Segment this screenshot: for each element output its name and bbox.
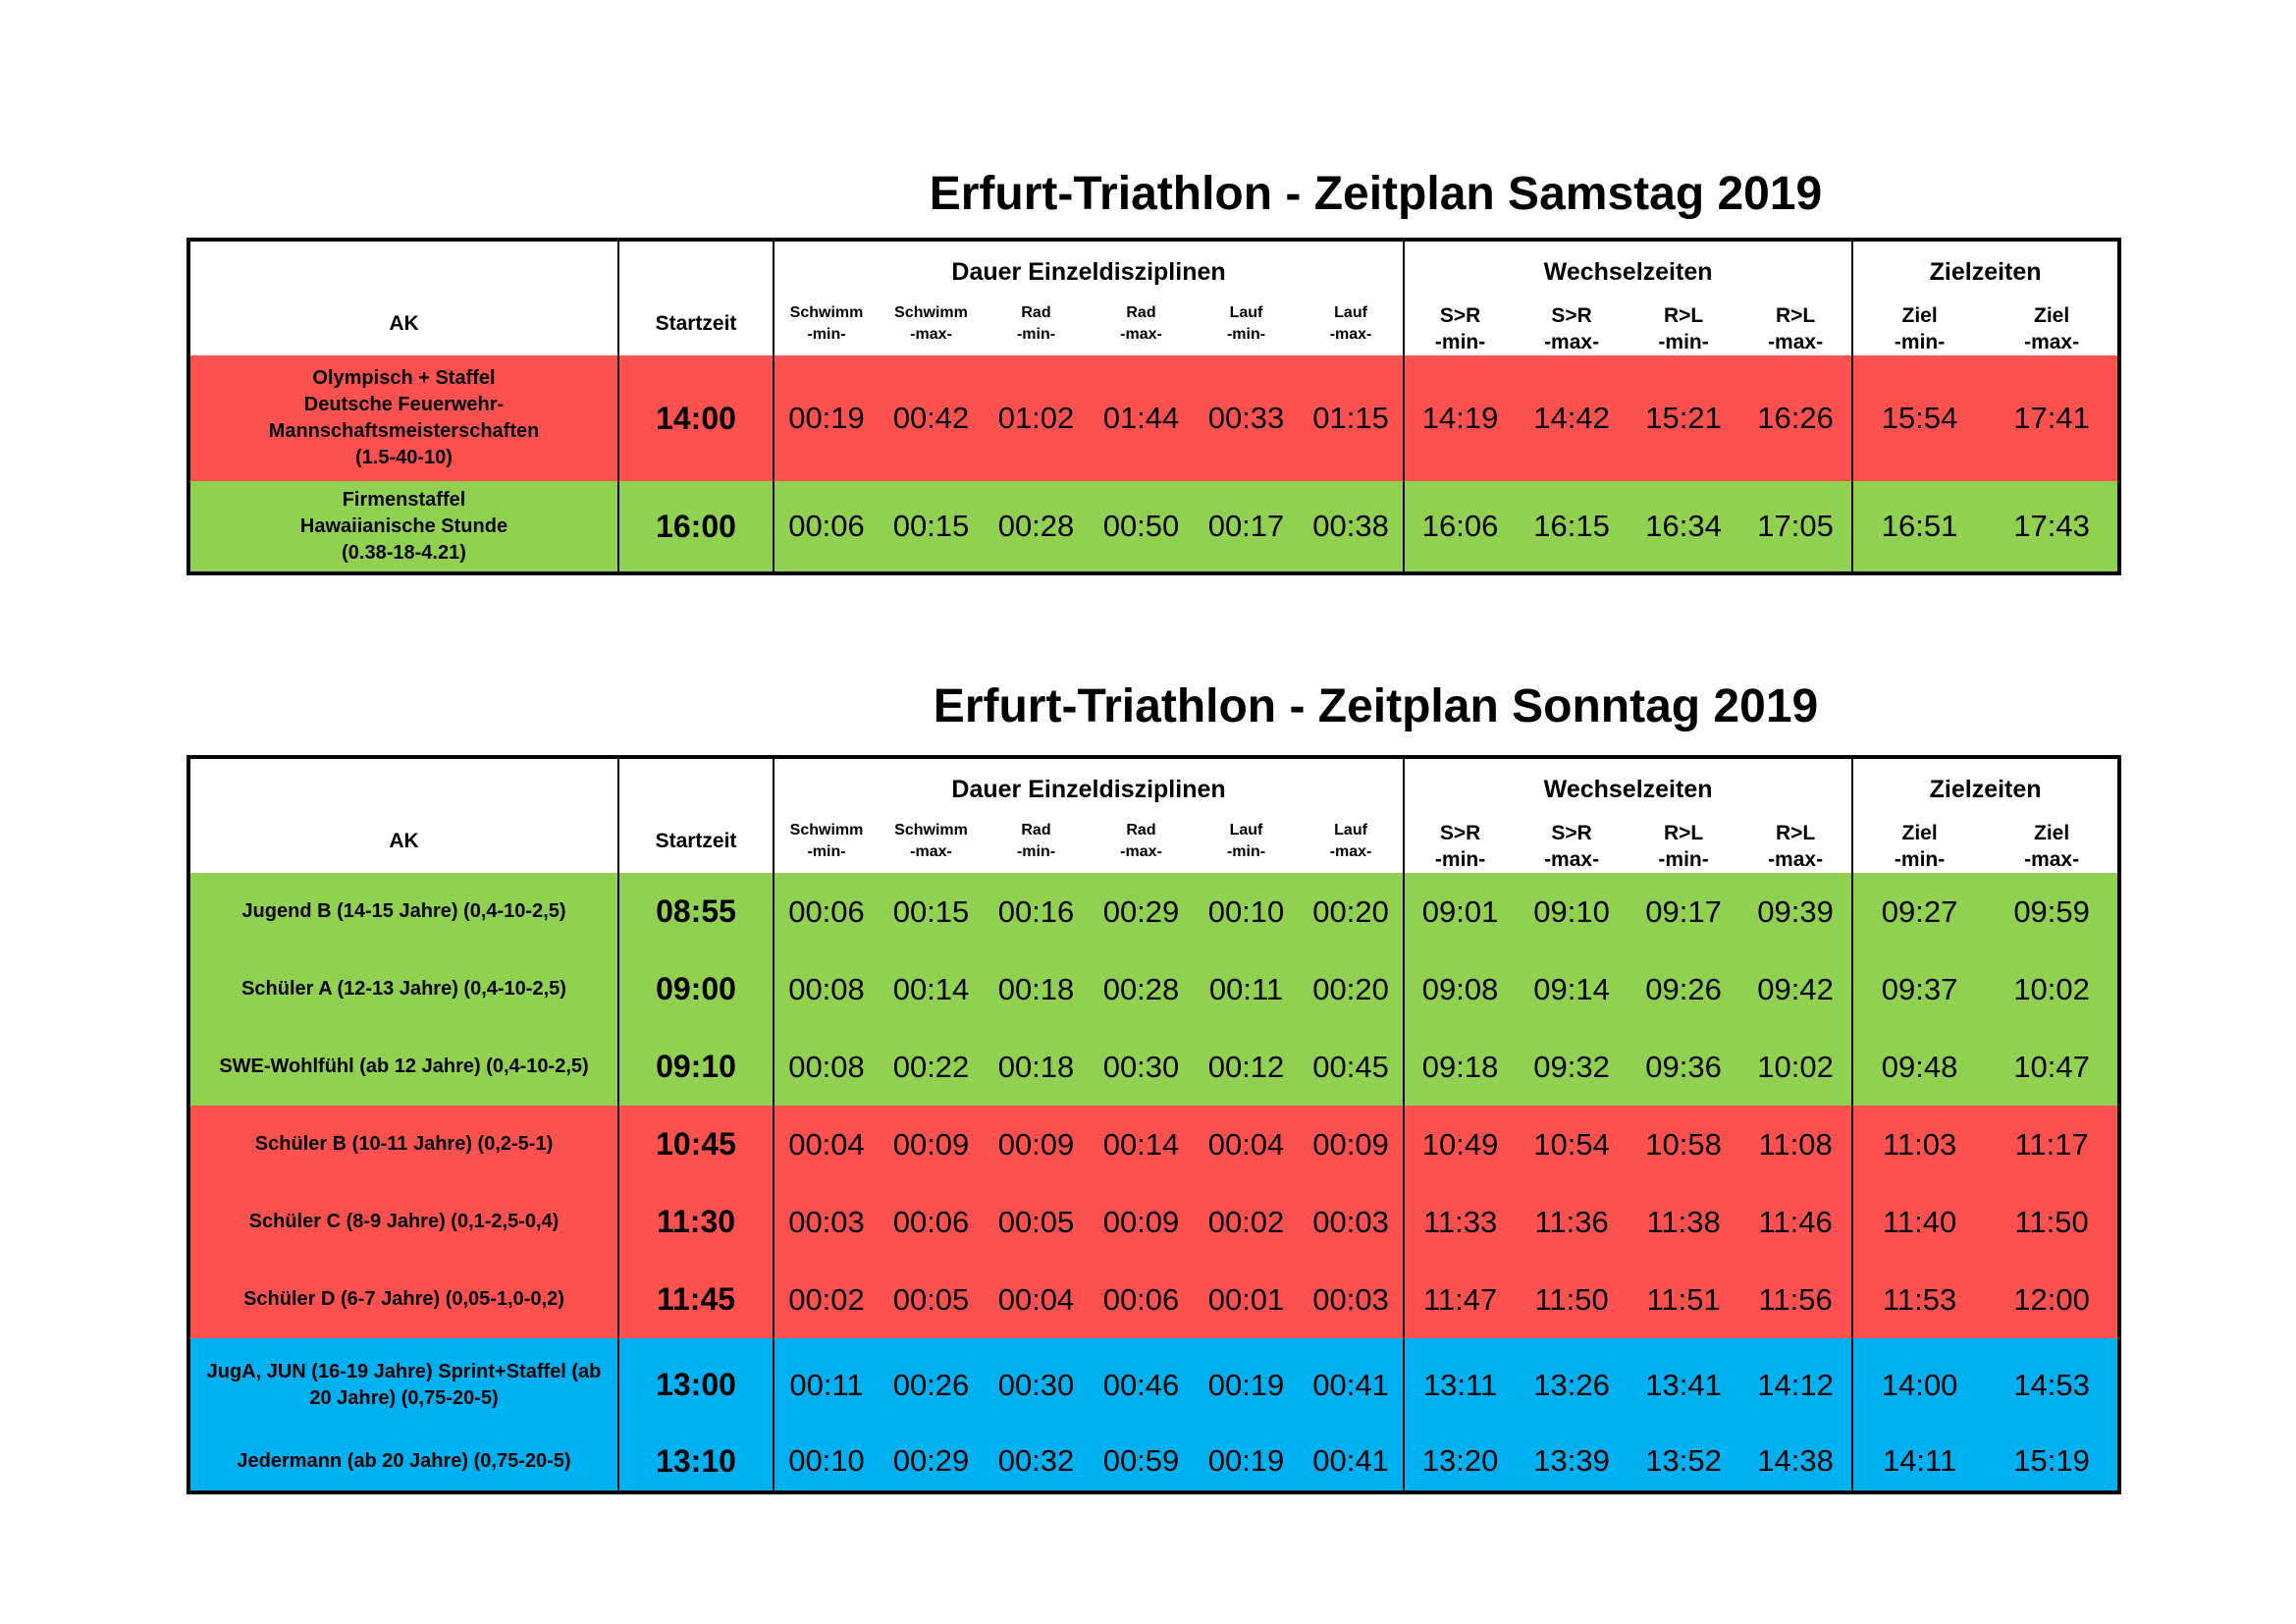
schedule-row (188, 1028, 2119, 1106)
time-cell: 00:18 (997, 971, 1075, 1006)
subcolumn-header (879, 302, 984, 355)
subcolumn-header (984, 302, 1089, 355)
ak-cell (188, 481, 618, 573)
time-cell: 16:06 (1421, 509, 1499, 543)
time-cell: 00:45 (1299, 1028, 1404, 1106)
ak-line: Deutsche Feuerwehr- (303, 394, 505, 415)
time-cell: 00:10 (788, 1443, 865, 1478)
time-cell: 00:46 (1102, 1367, 1180, 1402)
time-cell: 00:17 (1207, 509, 1285, 543)
ak-line: Jedermann (ab 20 Jahre) (0,75-20-5) (237, 1449, 571, 1472)
time-cell: 00:41 (1299, 1432, 1404, 1492)
start-time-cell: 10:45 (618, 1106, 774, 1183)
subcolumn-header-top: Rad (1126, 822, 1156, 839)
schedule-row (188, 355, 2119, 481)
time-cell: 00:26 (892, 1367, 970, 1402)
schedule-row (188, 1106, 2119, 1183)
subcolumn-header-bottom: -max- (1768, 331, 1824, 353)
time-cell: 13:26 (1533, 1367, 1610, 1402)
time-cell: 00:12 (1207, 1049, 1285, 1084)
start-time-cell: 11:30 (618, 1183, 774, 1261)
schedule-row (188, 1432, 2119, 1492)
time-cell: 00:09 (1299, 1106, 1404, 1183)
time-cell: 11:50 (2014, 1204, 2089, 1239)
ak-line: Schüler A (12-13 Jahre) (0,4-10-2,5) (241, 978, 566, 1000)
time-cell: 13:20 (1421, 1443, 1499, 1478)
startzeit-header: Startzeit (618, 757, 774, 873)
ak-cell (188, 950, 618, 1028)
time-cell: 12:00 (2013, 1281, 2090, 1317)
time-cell: 16:15 (1533, 509, 1610, 543)
time-cell: 15:19 (2013, 1443, 2090, 1478)
time-cell: 17:41 (2013, 401, 2090, 435)
time-cell: 00:30 (1102, 1049, 1180, 1084)
start-time-cell: 16:00 (618, 481, 774, 573)
time-cell: 00:06 (892, 1204, 970, 1239)
subcolumn-header-bottom: -min- (1434, 848, 1486, 871)
time-cell: 13:11 (1422, 1367, 1498, 1402)
subcolumn-header-bottom: -max- (1544, 848, 1600, 871)
schedule-row (188, 1183, 2119, 1261)
subcolumn-header-top: S>R (1439, 304, 1481, 327)
time-cell: 00:04 (997, 1281, 1075, 1317)
time-cell: 00:18 (997, 1049, 1075, 1084)
subcolumn-header-top: R>L (1775, 304, 1816, 327)
time-cell: 00:03 (1299, 1183, 1404, 1261)
ak-line: SWE-Wohlfühl (ab 12 Jahre) (0,4-10-2,5) (219, 1056, 589, 1077)
subcolumn-header (1404, 302, 1516, 355)
time-cell: 00:42 (892, 401, 970, 435)
subcolumn-header-top: Ziel (2034, 822, 2070, 844)
time-cell: 13:39 (1533, 1443, 1610, 1478)
time-cell: 00:03 (1299, 1261, 1404, 1338)
subcolumn-header-bottom: -min- (1226, 843, 1266, 860)
time-cell: 00:28 (997, 509, 1075, 543)
time-cell: 00:29 (892, 1443, 970, 1478)
time-cell: 00:32 (997, 1443, 1075, 1478)
time-cell: 00:14 (1102, 1126, 1180, 1162)
time-cell: 13:52 (1645, 1443, 1722, 1478)
ak-line: Mannschaftsmeisterschaften (268, 420, 540, 442)
time-cell: 00:05 (997, 1204, 1075, 1239)
ak-cell (188, 873, 618, 950)
subcolumn-header-top: R>L (1663, 304, 1704, 327)
time-cell: 00:38 (1299, 481, 1404, 573)
ak-cell (188, 355, 618, 481)
ak-cell (188, 1183, 618, 1261)
time-cell: 00:59 (1102, 1443, 1180, 1478)
time-cell: 15:21 (1645, 401, 1722, 435)
time-cell: 11:17 (2014, 1126, 2089, 1162)
time-cell: 16:34 (1645, 509, 1722, 543)
start-time-cell: 09:00 (618, 950, 774, 1028)
ak-line: Firmenstaffel (342, 488, 466, 511)
group-ziel-header: Zielzeiten (1929, 775, 2042, 803)
time-cell: 01:44 (1102, 401, 1180, 435)
subcolumn-header-bottom: -min- (1016, 843, 1056, 860)
time-cell: 00:19 (1207, 1443, 1285, 1478)
time-cell: 11:50 (1534, 1281, 1609, 1317)
time-cell: 11:08 (1739, 1106, 1852, 1183)
time-cell: 13:41 (1645, 1367, 1722, 1402)
time-cell: 09:08 (1421, 971, 1499, 1006)
time-cell: 00:33 (1207, 401, 1285, 435)
time-cell: 10:02 (2013, 971, 2090, 1006)
time-cell: 00:02 (788, 1281, 865, 1317)
subcolumn-header-top: R>L (1775, 822, 1816, 844)
ak-line: Jugend B (14-15 Jahre) (0,4-10-2,5) (241, 900, 566, 922)
start-time-cell: 13:00 (618, 1338, 774, 1432)
time-cell: 00:06 (1102, 1281, 1180, 1317)
time-cell: 09:14 (1533, 971, 1610, 1006)
sunday-title: Erfurt-Triathlon - Zeitplan Sonntag 2019 (933, 680, 1819, 732)
subcolumn-header-top: Schwimm (894, 304, 968, 321)
subcolumn-header-top: Ziel (1901, 822, 1938, 844)
subcolumn-header-top: Lauf (1229, 822, 1263, 839)
group-dauer-header: Dauer Einzeldisziplinen (774, 757, 1404, 820)
time-cell: 00:09 (1102, 1204, 1180, 1239)
subcolumn-header (1628, 820, 1739, 873)
subcolumn-header (1299, 820, 1404, 873)
subcolumn-header (1739, 820, 1852, 873)
schedule-row (188, 1261, 2119, 1338)
subcolumn-header (774, 820, 879, 873)
startzeit-header: Startzeit (618, 240, 774, 355)
time-cell: 01:02 (997, 401, 1075, 435)
group-wechsel-header: Wechselzeiten (1404, 757, 1852, 820)
subcolumn-header-top: Lauf (1334, 822, 1367, 839)
subcolumn-header-bottom: -max- (1768, 848, 1824, 871)
time-cell: 14:11 (1882, 1443, 1957, 1478)
schedule-row (188, 873, 2119, 950)
time-cell: 09:17 (1645, 893, 1722, 929)
ak-line: 20 Jahre) (0,75-20-5) (309, 1386, 499, 1409)
time-cell: 00:20 (1299, 950, 1404, 1028)
subcolumn-header-bottom: -max- (2024, 331, 2080, 353)
subcolumn-header-bottom: -max- (1329, 326, 1372, 343)
time-cell: 11:51 (1646, 1281, 1721, 1317)
time-cell: 14:12 (1739, 1338, 1852, 1432)
time-cell: 00:16 (997, 893, 1075, 929)
ak-line: Schüler D (6-7 Jahre) (0,05-1,0-0,2) (243, 1288, 564, 1310)
ak-cell (188, 1338, 618, 1432)
time-cell: 00:14 (892, 971, 970, 1006)
time-cell: 11:33 (1422, 1204, 1498, 1239)
subcolumn-header-top: Ziel (2034, 304, 2070, 327)
saturday-title: Erfurt-Triathlon - Zeitplan Samstag 2019 (929, 168, 1823, 220)
time-cell: 00:02 (1207, 1204, 1285, 1239)
subcolumn-header-bottom: -min- (1016, 326, 1056, 343)
time-cell: 00:15 (892, 893, 970, 929)
time-cell: 00:09 (997, 1126, 1075, 1162)
ak-line: (0.38-18-4.21) (342, 541, 466, 564)
subcolumn-header-top: Schwimm (789, 822, 864, 839)
time-cell: 09:32 (1533, 1049, 1610, 1084)
group-wechsel-header: Wechselzeiten (1404, 240, 1852, 302)
subcolumn-header-top: Rad (1021, 822, 1051, 839)
time-cell: 11:40 (1882, 1204, 1957, 1239)
ak-line: Hawaiianische Stunde (299, 514, 508, 537)
subcolumn-header-bottom: -max- (1120, 843, 1162, 860)
subcolumn-header-top: Lauf (1229, 304, 1263, 321)
time-cell: 11:36 (1534, 1204, 1609, 1239)
schedule-row (188, 1338, 2119, 1432)
start-time-cell: 08:55 (618, 873, 774, 950)
time-cell: 10:02 (1739, 1028, 1852, 1106)
time-cell: 09:27 (1881, 893, 1958, 929)
subcolumn-header (1194, 302, 1299, 355)
subcolumn-header-top: S>R (1439, 822, 1481, 844)
subcolumn-header (1404, 820, 1516, 873)
start-time-cell: 13:10 (618, 1432, 774, 1492)
group-ziel-header: Zielzeiten (1929, 257, 2042, 286)
time-cell: 14:00 (1881, 1367, 1958, 1402)
time-cell: 09:39 (1739, 873, 1852, 950)
time-cell: 00:10 (1207, 893, 1285, 929)
subcolumn-header (1739, 302, 1852, 355)
subcolumn-header (879, 820, 984, 873)
time-cell: 10:49 (1421, 1126, 1499, 1162)
time-cell: 00:04 (1207, 1126, 1285, 1162)
header-row-groups (188, 240, 2119, 302)
subcolumn-header-top: Lauf (1334, 304, 1367, 321)
subcolumn-header (1089, 302, 1194, 355)
subcolumn-header-bottom: -min- (1894, 331, 1946, 353)
time-cell: 09:37 (1881, 971, 1958, 1006)
time-cell: 09:01 (1421, 893, 1499, 929)
time-cell: 09:36 (1645, 1049, 1722, 1084)
subcolumn-header-top: Schwimm (789, 304, 864, 321)
subcolumn-header (1299, 302, 1404, 355)
start-time-cell: 11:45 (618, 1261, 774, 1338)
time-cell: 00:19 (788, 401, 865, 435)
time-cell: 00:28 (1102, 971, 1180, 1006)
ak-header: AK (188, 240, 618, 355)
time-cell: 11:47 (1422, 1281, 1498, 1317)
time-cell: 00:11 (789, 1367, 864, 1402)
time-cell: 00:41 (1299, 1338, 1404, 1432)
subcolumn-header-top: Rad (1126, 304, 1156, 321)
subcolumn-header-top: Ziel (1901, 304, 1938, 327)
ak-line: Schüler C (8-9 Jahre) (0,1-2,5-0,4) (248, 1211, 560, 1232)
ak-header: AK (188, 757, 618, 873)
time-cell: 11:03 (1882, 1126, 1957, 1162)
subcolumn-header-bottom: -max- (1329, 843, 1372, 860)
saturday-schedule-table (187, 238, 2121, 575)
schedule-row (188, 950, 2119, 1028)
header-row-groups (188, 757, 2119, 820)
time-cell: 09:18 (1421, 1049, 1499, 1084)
subcolumn-header-bottom: -max- (1120, 326, 1162, 343)
time-cell: 10:54 (1533, 1126, 1610, 1162)
subcolumn-header-bottom: -min- (807, 843, 846, 860)
subcolumn-header (1986, 820, 2119, 873)
start-time-cell: 14:00 (618, 355, 774, 481)
time-cell: 16:26 (1739, 355, 1852, 481)
ak-cell (188, 1432, 618, 1492)
subcolumn-header-top: Schwimm (894, 822, 968, 839)
subcolumn-header (1516, 302, 1628, 355)
time-cell: 11:46 (1739, 1183, 1852, 1261)
subcolumn-header-bottom: -min- (1894, 848, 1946, 871)
time-cell: 17:05 (1739, 481, 1852, 573)
subcolumn-header-bottom: -min- (1658, 331, 1709, 353)
time-cell: 00:15 (892, 509, 970, 543)
subcolumn-header-top: R>L (1663, 822, 1704, 844)
time-cell: 17:43 (2013, 509, 2090, 543)
time-cell: 00:20 (1299, 873, 1404, 950)
subcolumn-header-bottom: -max- (2024, 848, 2080, 871)
time-cell: 09:26 (1645, 971, 1722, 1006)
time-cell: 11:56 (1739, 1261, 1852, 1338)
schedule-row (188, 481, 2119, 573)
subcolumn-header-bottom: -max- (910, 843, 952, 860)
ak-line: Olympisch + Staffel (312, 367, 496, 389)
time-cell: 11:38 (1646, 1204, 1721, 1239)
time-cell: 00:06 (788, 509, 865, 543)
group-dauer-header: Dauer Einzeldisziplinen (774, 240, 1404, 302)
ak-line: (1.5-40-10) (355, 447, 453, 468)
time-cell: 10:58 (1645, 1126, 1722, 1162)
time-cell: 14:53 (2013, 1367, 2090, 1402)
time-cell: 00:30 (997, 1367, 1075, 1402)
ak-line: Schüler B (10-11 Jahre) (0,2-5-1) (254, 1133, 554, 1155)
subcolumn-header-bottom: -max- (1544, 331, 1600, 353)
sunday-schedule-table (187, 755, 2121, 1494)
subcolumn-header-bottom: -min- (1658, 848, 1709, 871)
ak-cell (188, 1028, 618, 1106)
time-cell: 00:08 (788, 971, 865, 1006)
time-cell: 00:03 (788, 1204, 865, 1239)
subcolumn-header (1628, 302, 1739, 355)
ak-cell (188, 1106, 618, 1183)
time-cell: 00:01 (1207, 1281, 1285, 1317)
time-cell: 14:38 (1739, 1432, 1852, 1492)
time-cell: 00:04 (788, 1126, 865, 1162)
subcolumn-header-bottom: -min- (807, 326, 846, 343)
subcolumn-header (1194, 820, 1299, 873)
subcolumn-header (1986, 302, 2119, 355)
time-cell: 10:47 (2013, 1049, 2090, 1084)
subcolumn-header-bottom: -min- (1226, 326, 1266, 343)
time-cell: 15:54 (1881, 401, 1958, 435)
subcolumn-header (774, 302, 879, 355)
time-cell: 00:11 (1208, 971, 1284, 1006)
time-cell: 00:06 (788, 893, 865, 929)
subcolumn-header (1516, 820, 1628, 873)
time-cell: 00:22 (892, 1049, 970, 1084)
subcolumn-header (1089, 820, 1194, 873)
start-time-cell: 09:10 (618, 1028, 774, 1106)
time-cell: 09:10 (1533, 893, 1610, 929)
subcolumn-header-top: Rad (1021, 304, 1051, 321)
time-cell: 11:53 (1882, 1281, 1957, 1317)
time-cell: 14:42 (1533, 401, 1610, 435)
subcolumn-header-top: S>R (1551, 304, 1592, 327)
ak-line: JugA, JUN (16-19 Jahre) Sprint+Staffel (ab (206, 1360, 602, 1382)
time-cell: 09:48 (1881, 1049, 1958, 1084)
time-cell: 01:15 (1299, 355, 1404, 481)
time-cell: 00:29 (1102, 893, 1180, 929)
time-cell: 00:50 (1102, 509, 1180, 543)
subcolumn-header (1852, 820, 1986, 873)
time-cell: 14:19 (1421, 401, 1499, 435)
subcolumn-header-top: S>R (1551, 822, 1592, 844)
subcolumn-header (1852, 302, 1986, 355)
time-cell: 00:08 (788, 1049, 865, 1084)
time-cell: 00:19 (1207, 1367, 1285, 1402)
subcolumn-header (984, 820, 1089, 873)
time-cell: 00:09 (892, 1126, 970, 1162)
time-cell: 16:51 (1881, 509, 1958, 543)
time-cell: 00:05 (892, 1281, 970, 1317)
time-cell: 09:42 (1739, 950, 1852, 1028)
ak-cell (188, 1261, 618, 1338)
time-cell: 09:59 (2013, 893, 2090, 929)
subcolumn-header-bottom: -max- (910, 326, 952, 343)
subcolumn-header-bottom: -min- (1434, 331, 1486, 353)
